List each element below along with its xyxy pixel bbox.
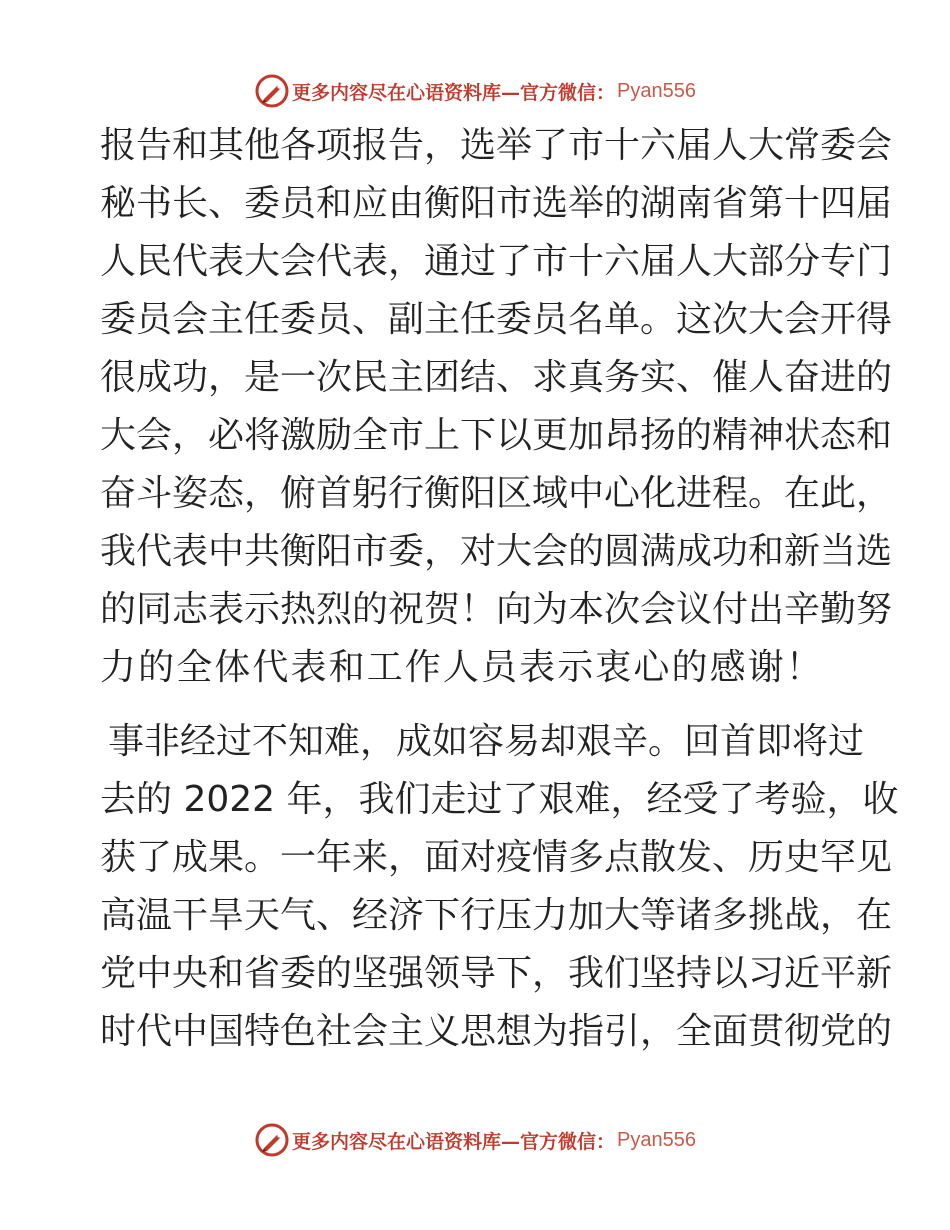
text-line: 委员会主任委员、副主任委员名单。这次大会开得: [100, 299, 893, 340]
text-line: 时代中国特色社会主义思想为指引，全面贯彻党的: [100, 1011, 893, 1052]
watermark-text: 更多内容尽在心语资料库—官方微信：: [292, 81, 616, 104]
watermark-text: 更多内容尽在心语资料库—官方微信：: [292, 1130, 616, 1153]
wechat-id: Pyan556: [617, 79, 696, 102]
wechat-id: Pyan556: [617, 1128, 696, 1151]
footer-watermark: [0, 1120, 950, 1160]
text-line: 党中央和省委的坚强领导下，我们坚持以习近平新: [100, 953, 893, 994]
text-line: 获了成果。一年来，面对疫情多点散发、历史罕见: [100, 837, 893, 878]
text-line: 人民代表大会代表，通过了市十六届人大部分专门: [100, 241, 893, 282]
text-line: 力的全体代表和工作人员表示衷心的感谢！: [100, 647, 824, 688]
pen-logo-icon: [254, 1122, 290, 1158]
text-line: 我代表中共衡阳市委，对大会的圆满成功和新当选: [100, 531, 893, 572]
text-line: 去的 2022 年，我们走过了艰难，经受了考验，收: [100, 779, 899, 820]
text-line: 大会，必将激励全市上下以更加昂扬的精神状态和: [100, 415, 893, 456]
text-line: 事非经过不知难，成如容易却艰辛。回首即将过: [108, 721, 865, 762]
text-line: 报告和其他各项报告，选举了市十六届人大常委会: [100, 125, 893, 166]
text-line: 秘书长、委员和应由衡阳市选举的湖南省第十四届: [100, 183, 893, 224]
text-line: 奋斗姿态，俯首躬行衡阳区域中心化进程。在此，: [100, 473, 893, 514]
text-line: 的同志表示热烈的祝贺！向为本次会议付出辛勤努: [100, 589, 893, 630]
text-line: 很成功，是一次民主团结、求真务实、催人奋进的: [100, 357, 893, 398]
text-line: 高温干旱天气、经济下行压力加大等诸多挑战，在: [100, 895, 893, 936]
